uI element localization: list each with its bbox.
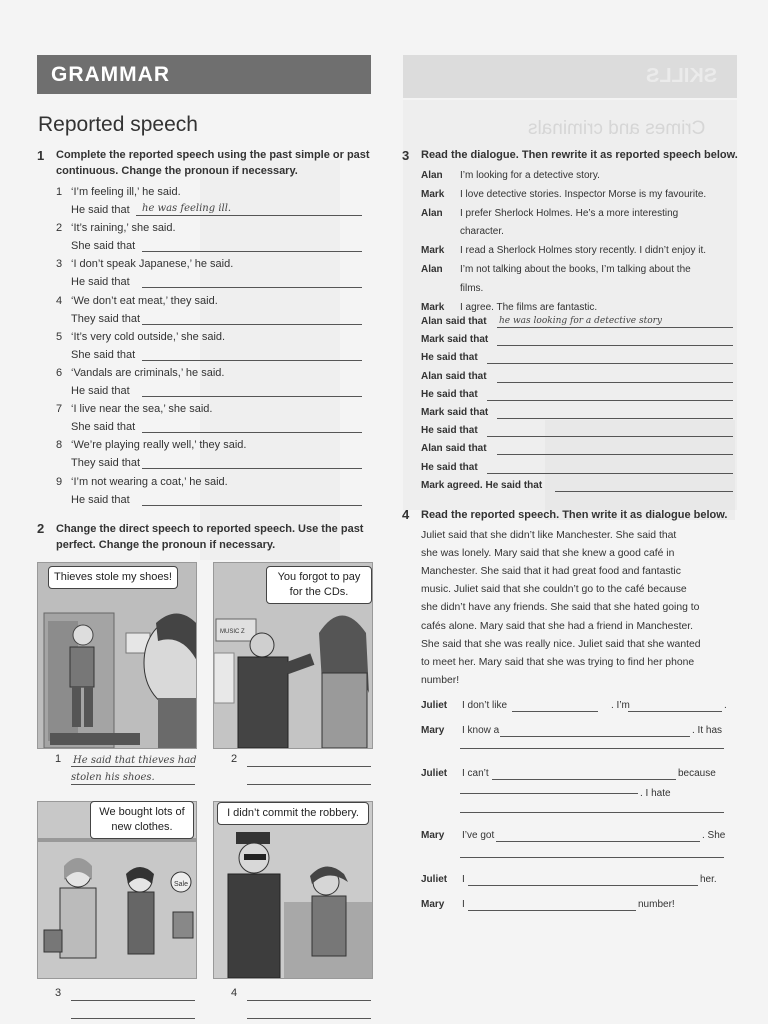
dialogue-prompt: . I’m <box>611 700 630 711</box>
reported-start: Mark said that <box>421 334 489 346</box>
exercise-number: 3 <box>402 148 410 163</box>
ghost-title: Crimes and criminals <box>528 118 706 139</box>
reported-start: Alan said that <box>421 316 487 327</box>
speaker-name: Juliet <box>421 874 448 885</box>
speaker-name: Mark <box>421 301 445 313</box>
answer-line[interactable] <box>512 711 598 712</box>
item-number: 6 <box>56 367 63 379</box>
exercise-instruction: Complete the reported speech using the past simple or past continuous. Change the pronoun if necessary. <box>56 149 370 177</box>
paragraph-line: cafés alone. Mary said that she had a friend in Manchester. <box>421 620 694 632</box>
answer-line[interactable] <box>142 396 362 397</box>
panel-number: 1 <box>55 753 62 765</box>
reported-start: Mark said that <box>421 407 489 418</box>
item-number: 3 <box>56 258 63 271</box>
exercise-instruction: Read the dialogue. Then rewrite it as reported speech below. <box>421 149 738 161</box>
handwritten-answer: stolen his shoes. <box>71 772 155 783</box>
handwritten-answer: he was looking for a detective story <box>499 316 663 326</box>
answer-line[interactable] <box>142 468 362 469</box>
direct-quote: ‘It’s very cold outside,’ she said. <box>71 330 226 343</box>
answer-line[interactable] <box>497 345 733 346</box>
item-number: 5 <box>56 330 63 343</box>
answer-line[interactable] <box>142 505 362 506</box>
answer-line[interactable] <box>487 473 733 474</box>
sale-sign: Sale <box>174 881 189 888</box>
answer-line[interactable] <box>142 324 362 325</box>
panel-number: 4 <box>231 987 238 999</box>
exercise-instruction: Read the reported speech. Then write it as dialogue below. <box>421 509 728 521</box>
reported-start: He said that <box>421 388 478 400</box>
exercise-number: 2 <box>37 521 45 536</box>
reported-start: She said that <box>71 240 136 253</box>
comic-panel-4 <box>213 801 373 979</box>
paragraph-line: music. Juliet said that she couldn’t go to the café because <box>421 584 687 596</box>
dialogue-line: films. <box>460 282 484 294</box>
dialogue-prompt: I know a <box>462 725 500 736</box>
item-number: 2 <box>56 222 63 235</box>
shop-sign: MUSIC Z <box>220 629 245 635</box>
direct-quote: ‘It’s raining,’ she said. <box>71 222 176 235</box>
ghost-header-text: SKILLS <box>645 65 717 87</box>
dialogue-prompt: . She <box>702 830 726 841</box>
answer-line[interactable] <box>496 841 700 842</box>
comic-panel-1 <box>37 562 197 749</box>
exercise-number: 1 <box>37 148 45 163</box>
speaker-name: Alan <box>421 207 443 219</box>
dialogue-line: I read a Sherlock Holmes story recently. I didn’t enjoy it. <box>460 245 707 257</box>
dialogue-prompt: . <box>724 700 727 711</box>
dialogue-line: I prefer Sherlock Holmes. He’s a more interesting <box>460 207 679 219</box>
item-number: 9 <box>56 475 63 488</box>
dialogue-prompt: because <box>678 768 716 779</box>
answer-line[interactable] <box>487 363 733 364</box>
section-header <box>37 55 371 94</box>
answer-line[interactable] <box>71 1000 195 1001</box>
direct-quote: ‘I don’t speak Japanese,’ he said. <box>71 258 234 271</box>
dialogue-line: I’m looking for a detective story. <box>460 170 600 181</box>
answer-line[interactable] <box>487 400 733 401</box>
answer-line[interactable] <box>500 736 690 737</box>
reported-start: He said that <box>421 461 478 473</box>
item-number: 1 <box>56 186 63 198</box>
speaker-name: Mary <box>421 725 445 736</box>
dialogue-prompt: I don’t like <box>462 700 508 711</box>
answer-line[interactable] <box>142 432 362 433</box>
speech-bubble: I didn’t commit the robbery. <box>217 802 369 825</box>
reported-start: She said that <box>71 348 136 361</box>
reported-start: They said that <box>71 457 141 470</box>
exercise-instruction: Change the direct speech to reported speech. Use the past perfect. Change the pronoun if necessary. <box>56 523 364 551</box>
show-through-area <box>545 420 735 520</box>
answer-line[interactable] <box>487 436 733 437</box>
handwritten-answer: he was feeling ill. <box>142 203 232 214</box>
dialogue-line: I agree. The films are fantastic. <box>460 301 598 313</box>
reported-start: He said that <box>71 276 130 289</box>
panel-number: 3 <box>55 987 62 999</box>
dialogue-prompt: number! <box>638 899 675 910</box>
speaker-name: Alan <box>421 264 443 275</box>
reported-start: He said that <box>71 493 130 506</box>
reported-start: Alan said that <box>421 370 487 382</box>
ghost-header-bar <box>403 55 737 98</box>
exercise-number: 4 <box>402 507 410 522</box>
paragraph-line: Manchester. She said that it had great food and fantastic <box>421 566 681 578</box>
dialogue-prompt: I can’t <box>462 768 489 779</box>
item-number: 7 <box>56 403 63 416</box>
comic-illustration <box>38 563 196 748</box>
reported-start: He said that <box>421 352 478 364</box>
dialogue-line: I’m not talking about the books, I’m talking about the <box>460 264 691 275</box>
answer-line[interactable] <box>628 711 722 712</box>
dialogue-prompt: her. <box>700 874 717 885</box>
speech-bubble: You forgot to pay for the CDs. <box>266 566 372 604</box>
answer-line[interactable] <box>247 766 371 767</box>
reported-start: She said that <box>71 421 136 434</box>
dialogue-line: I love detective stories. Inspector Morse is my favourite. <box>460 188 707 200</box>
direct-quote: ‘Vandals are criminals,’ he said. <box>71 367 225 379</box>
answer-line[interactable] <box>468 885 698 886</box>
dialogue-prompt: I <box>462 874 465 885</box>
answer-line[interactable] <box>460 857 724 858</box>
speaker-name: Juliet <box>421 700 448 711</box>
reported-start: They said that <box>71 312 141 325</box>
direct-quote: ‘I’m not wearing a coat,’ he said. <box>71 475 228 488</box>
answer-line[interactable] <box>497 327 733 328</box>
reported-start: He said that <box>421 425 478 437</box>
paragraph-line: Juliet said that she didn’t like Manchester. She said that <box>421 530 677 541</box>
answer-line[interactable] <box>555 491 733 492</box>
speaker-name: Mark <box>421 245 445 257</box>
paragraph-line: number! <box>421 674 460 686</box>
paragraph-line: she was lonely. Mary said that she knew a good café in <box>421 548 675 560</box>
answer-line[interactable] <box>247 1000 371 1001</box>
speaker-name: Mark <box>421 188 445 200</box>
dialogue-prompt: I <box>462 899 465 910</box>
answer-line[interactable] <box>142 251 362 252</box>
answer-line[interactable] <box>136 215 362 216</box>
answer-line[interactable] <box>71 766 195 767</box>
answer-line[interactable] <box>142 360 362 361</box>
section-header-label: GRAMMAR <box>51 63 170 86</box>
reported-start: Alan said that <box>421 443 487 455</box>
reported-start: Mark agreed. He said that <box>421 479 543 491</box>
paragraph-line: she didn’t have any friends. She said that she hated going to <box>421 602 700 614</box>
comic-illustration <box>214 802 372 978</box>
answer-line[interactable] <box>497 382 733 383</box>
paragraph-line: to meet her. Mary said that she was trying to find her phone <box>421 656 695 668</box>
dialogue-prompt: . I hate <box>640 788 671 799</box>
handwritten-answer: He said that thieves had <box>73 755 197 766</box>
paragraph-line: She said that she was really nice. Juliet said that she wanted <box>421 638 701 650</box>
answer-line[interactable] <box>142 287 362 288</box>
direct-quote: ‘We don’t eat meat,’ they said. <box>71 294 218 307</box>
answer-line[interactable] <box>497 454 733 455</box>
panel-number: 2 <box>231 753 238 765</box>
answer-line[interactable] <box>497 418 733 419</box>
speech-bubble: We bought lots of new clothes. <box>90 801 194 839</box>
speaker-name: Alan <box>421 170 443 181</box>
dialogue-line: character. <box>460 226 504 238</box>
answer-line[interactable] <box>71 784 195 785</box>
dialogue-prompt: I’ve got <box>462 830 495 841</box>
speaker-name: Mary <box>421 899 445 910</box>
answer-line[interactable] <box>468 910 636 911</box>
speaker-name: Mary <box>421 830 445 841</box>
direct-quote: ‘I live near the sea,’ she said. <box>71 403 213 416</box>
answer-line[interactable] <box>460 793 638 794</box>
speaker-name: Juliet <box>421 768 448 779</box>
answer-line[interactable] <box>460 812 724 813</box>
answer-line[interactable] <box>460 748 724 749</box>
speech-bubble: Thieves stole my shoes! <box>48 566 178 589</box>
answer-line[interactable] <box>247 1018 371 1019</box>
answer-line[interactable] <box>71 1018 195 1019</box>
page-title: Reported speech <box>38 113 198 136</box>
dialogue-prompt: . It has <box>692 725 723 736</box>
item-number: 4 <box>56 294 63 307</box>
direct-quote: ‘We’re playing really well,’ they said. <box>71 439 247 452</box>
reported-start: He said that <box>71 204 130 216</box>
answer-line[interactable] <box>247 784 371 785</box>
answer-line[interactable] <box>492 779 676 780</box>
item-number: 8 <box>56 439 63 452</box>
reported-start: He said that <box>71 385 130 397</box>
direct-quote: ‘I’m feeling ill,’ he said. <box>71 186 181 198</box>
